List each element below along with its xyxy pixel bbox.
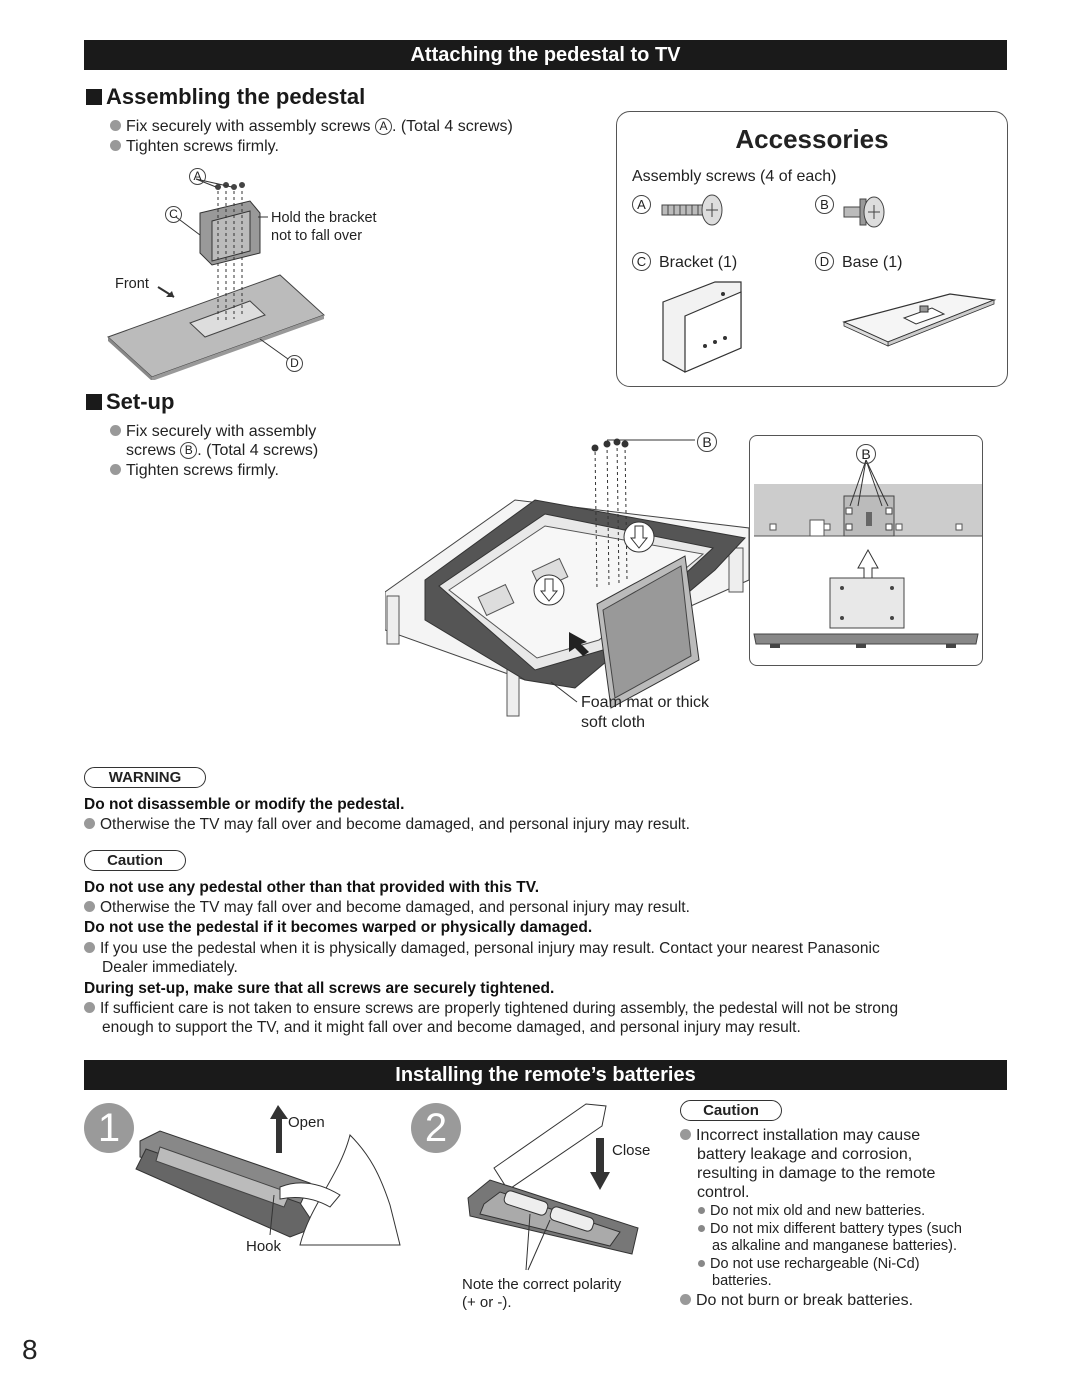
remote-batteries-illustration [460,1098,660,1278]
screw-b-icon [840,193,890,233]
subpoint-text: as alkaline and manganese batteries). [712,1238,958,1254]
warning-heading: Do not disassemble or modify the pedestal. [84,796,405,813]
caution-text-2 [84,939,880,958]
bullet-dot-icon [698,1260,705,1267]
circle-letter-b: B [180,442,197,459]
bullet-text: If you use the pedestal when it is physically damaged, personal injury may result. Contact your nearest Panasonic [100,940,880,957]
bullet-dot-icon [110,464,121,475]
accessories-title: Accessories [735,124,889,154]
pedestal-detail-illustration [750,436,982,665]
note-line: Hold the bracket [271,210,377,226]
detail-label-b: B [856,444,876,464]
bullet-text: . (Total 4 screws) [197,442,319,459]
section-title-pedestal: Attaching the pedestal to TV [84,40,1007,70]
bullet-text: screws [126,442,176,459]
subpoint-text: Do not mix different battery types (such [710,1220,962,1237]
caution-text-2-line-2: Dealer immediately. [102,959,238,976]
subpoint-text: Do not mix old and new batteries. [710,1203,926,1219]
caution-heading-1: Do not use any pedestal other than that provided with this TV. [84,879,540,896]
battery-caution-2 [680,1291,913,1310]
note-line: (+ or -). [462,1293,512,1311]
square-bullet-icon [86,394,102,410]
caution-text-3 [84,999,898,1018]
caution-heading-2: Do not use the pedestal if it becomes warped or physically damaged. [84,919,593,936]
bullet-text: Tighten screws firmly. [126,138,279,155]
polarity-note [462,1276,621,1311]
warning-text [84,815,690,834]
accessory-label-b: B [815,195,834,214]
bullet-text: Tighten screws firmly. [126,462,279,479]
tv-setup-illustration [385,430,750,720]
bullet-dot-icon [110,425,121,436]
bullet-text: resulting in damage to the remote [697,1165,936,1182]
setup-detail-box [749,435,983,666]
accessory-label-c: C [632,252,651,271]
assembling-bullet-1 [110,117,513,136]
setup-bullet-1 [110,422,316,441]
bullet-text: Otherwise the TV may fall over and become damaged, and personal injury may result. [100,899,690,916]
bullet-text: Fix securely with assembly screws [126,118,371,135]
setup-bullet-1-line-2 [126,441,318,460]
bullet-dot-icon [110,120,121,131]
assembling-heading [86,84,365,110]
note-line: Note the correct polarity [462,1276,622,1293]
bracket-text: Bracket (1) [659,254,738,271]
bullet-dot-icon [680,1129,691,1140]
bullet-text: If sufficient care is not taken to ensure screws are properly tightened during assembly, the pedestal will not be strong [100,1000,899,1017]
assembling-heading-text: Assembling the pedestal [106,84,366,109]
subpoint-text: Do not use rechargeable (Ni-Cd) [710,1255,920,1272]
battery-subpoints [698,1203,962,1291]
base-text: Base (1) [842,254,903,271]
bullet-text: Do not burn or break batteries. [696,1292,914,1309]
figure-label-d: D [286,355,303,372]
step-1-number: 1 [84,1103,134,1153]
bullet-dot-icon [84,818,95,829]
figure-label-b: B [697,432,717,452]
front-label: Front [115,276,149,292]
setup-bullet-2 [110,461,279,480]
caution-heading-3: During set-up, make sure that all screws are securely tightened. [84,980,555,997]
bullet-text: Incorrect installation may cause [696,1127,921,1144]
battery-caution-1 [680,1126,935,1202]
caution-text-1 [84,898,690,917]
assembling-bullet-2 [110,137,279,156]
bullet-text: control. [697,1184,750,1201]
note-line: Foam mat or thick [581,694,710,711]
square-bullet-icon [86,89,102,105]
bullet-dot-icon [110,140,121,151]
hold-bracket-note [271,210,377,245]
setup-heading [86,389,174,415]
bullet-dot-icon [84,901,95,912]
section-title-batteries: Installing the remote’s batteries [84,1060,1007,1090]
step-2-number: 2 [411,1103,461,1153]
base-label [815,252,902,272]
note-line: soft cloth [581,714,646,731]
circle-letter-a: A [375,118,392,135]
note-line: not to fall over [271,227,363,244]
assembly-screws-label: Assembly screws (4 of each) [632,168,837,185]
figure-label-c: C [165,206,182,223]
warning-label: WARNING [84,767,206,788]
bullet-text: battery leakage and corrosion, [697,1146,913,1163]
bullet-text: Otherwise the TV may fall over and become damaged, and personal injury may result. [100,816,690,833]
caution-label: Caution [84,850,186,871]
bullet-dot-icon [698,1225,705,1232]
open-label: Open [288,1114,325,1131]
hook-label: Hook [246,1238,282,1255]
accessory-label-d: D [815,252,834,271]
foam-mat-note [581,693,709,733]
screw-a-icon [660,193,730,229]
figure-label-a: A [189,168,206,185]
bullet-text: Fix securely with assembly [126,423,317,440]
bullet-dot-icon [698,1207,705,1214]
bullet-text: . (Total 4 screws) [391,118,513,135]
battery-caution-label: Caution [680,1100,782,1121]
pedestal-assembly-illustration [100,165,400,380]
page-number: 8 [22,1334,38,1365]
bracket-label [632,252,737,272]
remote-open-illustration [130,1095,410,1255]
bullet-dot-icon [680,1294,691,1305]
accessory-label-a: A [632,195,651,214]
bracket-illustration [655,276,755,376]
subpoint-text: batteries. [712,1273,772,1289]
bullet-dot-icon [84,942,95,953]
caution-text-3-line-2: enough to support the TV, and it might fall over and become damaged, and personal injury may result. [102,1019,801,1036]
close-label: Close [612,1142,651,1159]
bullet-dot-icon [84,1002,95,1013]
setup-heading-text: Set-up [106,389,175,414]
base-illustration [840,290,1000,360]
